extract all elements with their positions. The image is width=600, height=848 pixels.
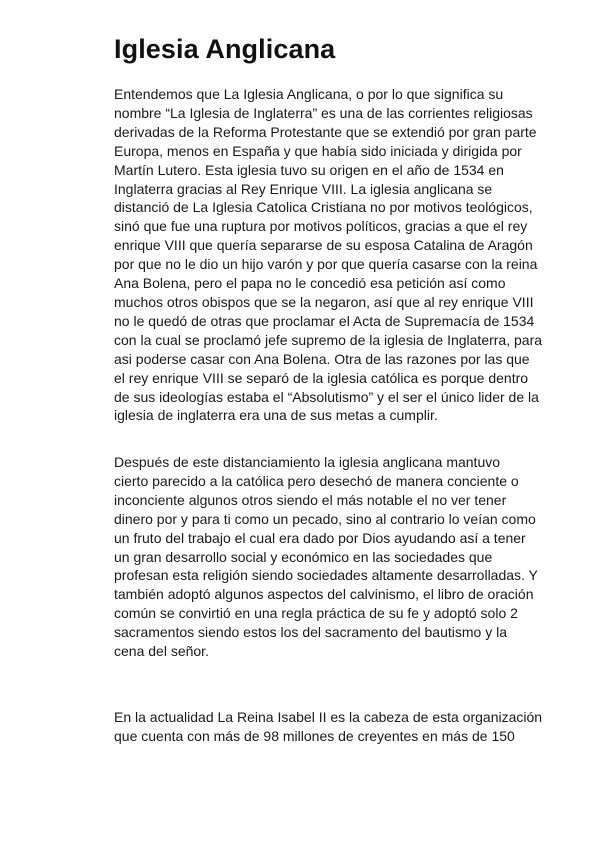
text-line: de sus ideologías estaba el “Absolutismo” y el ser el único lider de la xyxy=(114,388,539,405)
text-line: Europa, menos en España y que había sido iniciada y dirigida por xyxy=(114,142,522,159)
text-line: cena del señor. xyxy=(114,643,209,660)
text-line: En la actualidad La Reina Isabel II es la cabeza de esta organización xyxy=(114,709,543,725)
text-line: derivadas de la Reforma Protestante que se extendió por gran parte xyxy=(114,123,537,140)
text-line: con la cual se proclamó jefe supremo de la iglesia de Inglaterra, para xyxy=(114,331,543,348)
paragraph-differences xyxy=(114,453,554,661)
text-line: sinó que fue una ruptura por motivos políticos, gracias a que el rey xyxy=(114,218,528,235)
text-line: nombre “La Iglesia de Inglaterra” es una de las corrientes religiosas xyxy=(114,104,533,121)
text-line: muchos otros obispos que se la negaron, así que al rey enrique VIII xyxy=(114,293,534,310)
text-line: también adoptó algunos aspectos del calvinismo, el libro de oración xyxy=(114,586,534,603)
text-line: enrique VIII que quería separarse de su esposa Catalina de Aragón xyxy=(114,237,533,254)
text-line: un gran desarrollo social y económico en las sociedades que xyxy=(114,548,493,565)
text-line: por que no le dio un hijo varón y por que quería casarse con la reina xyxy=(114,256,538,273)
text-line: Martín Lutero. Esta iglesia tuvo su origen en el año de 1534 en xyxy=(114,161,504,178)
text-line: no le quedó de otras que proclamar el Acta de Supremacía de 1534 xyxy=(114,312,535,329)
text-line: común se convirtió en una regla práctica de su fe y adoptó solo 2 xyxy=(114,605,518,622)
paragraph-origins xyxy=(114,85,554,425)
text-line: distanció de La Iglesia Catolica Cristiana no por motivos teológicos, xyxy=(114,199,533,216)
text-line: Ana Bolena, pero el papa no le concedió esa petición así como xyxy=(114,275,506,292)
text-line: Inglaterra gracias al Rey Enrique VIII. La iglesia anglicana se xyxy=(114,180,493,197)
paragraph-present-day xyxy=(114,708,554,746)
text-line: sacramentos siendo estos los del sacramento del bautismo y la xyxy=(114,624,507,641)
text-line: inconciente algunos otros siendo el más notable el no ver tener xyxy=(114,491,507,508)
text-line: profesan esta religión siendo sociedades altamente desarrolladas. Y xyxy=(114,567,538,584)
text-line: un fruto del trabajo el cual era dado por Dios ayudando así a tener xyxy=(114,529,526,546)
text-line: iglesia de inglaterra era una de sus metas a cumplir. xyxy=(114,407,438,424)
text-line: Entendemos que La Iglesia Anglicana, o por lo que significa su xyxy=(114,86,504,102)
text-line: que cuenta con más de 98 millones de creyentes en más de 150 xyxy=(114,727,515,744)
text-line: asi poderse casar con Ana Bolena. Otra de las razones por las que xyxy=(114,350,530,367)
document-title: Iglesia Anglicana xyxy=(114,34,336,64)
text-line: dinero por y para ti como un pecado, sino al contrario lo veían como xyxy=(114,510,536,527)
text-line: cierto parecido a la católica pero desechó de manera conciente o xyxy=(114,472,519,489)
text-line: el rey enrique VIII se separó de la iglesia católica es porque dentro xyxy=(114,369,529,386)
text-line: Después de este distanciamiento la iglesia anglicana mantuvo xyxy=(114,454,501,470)
